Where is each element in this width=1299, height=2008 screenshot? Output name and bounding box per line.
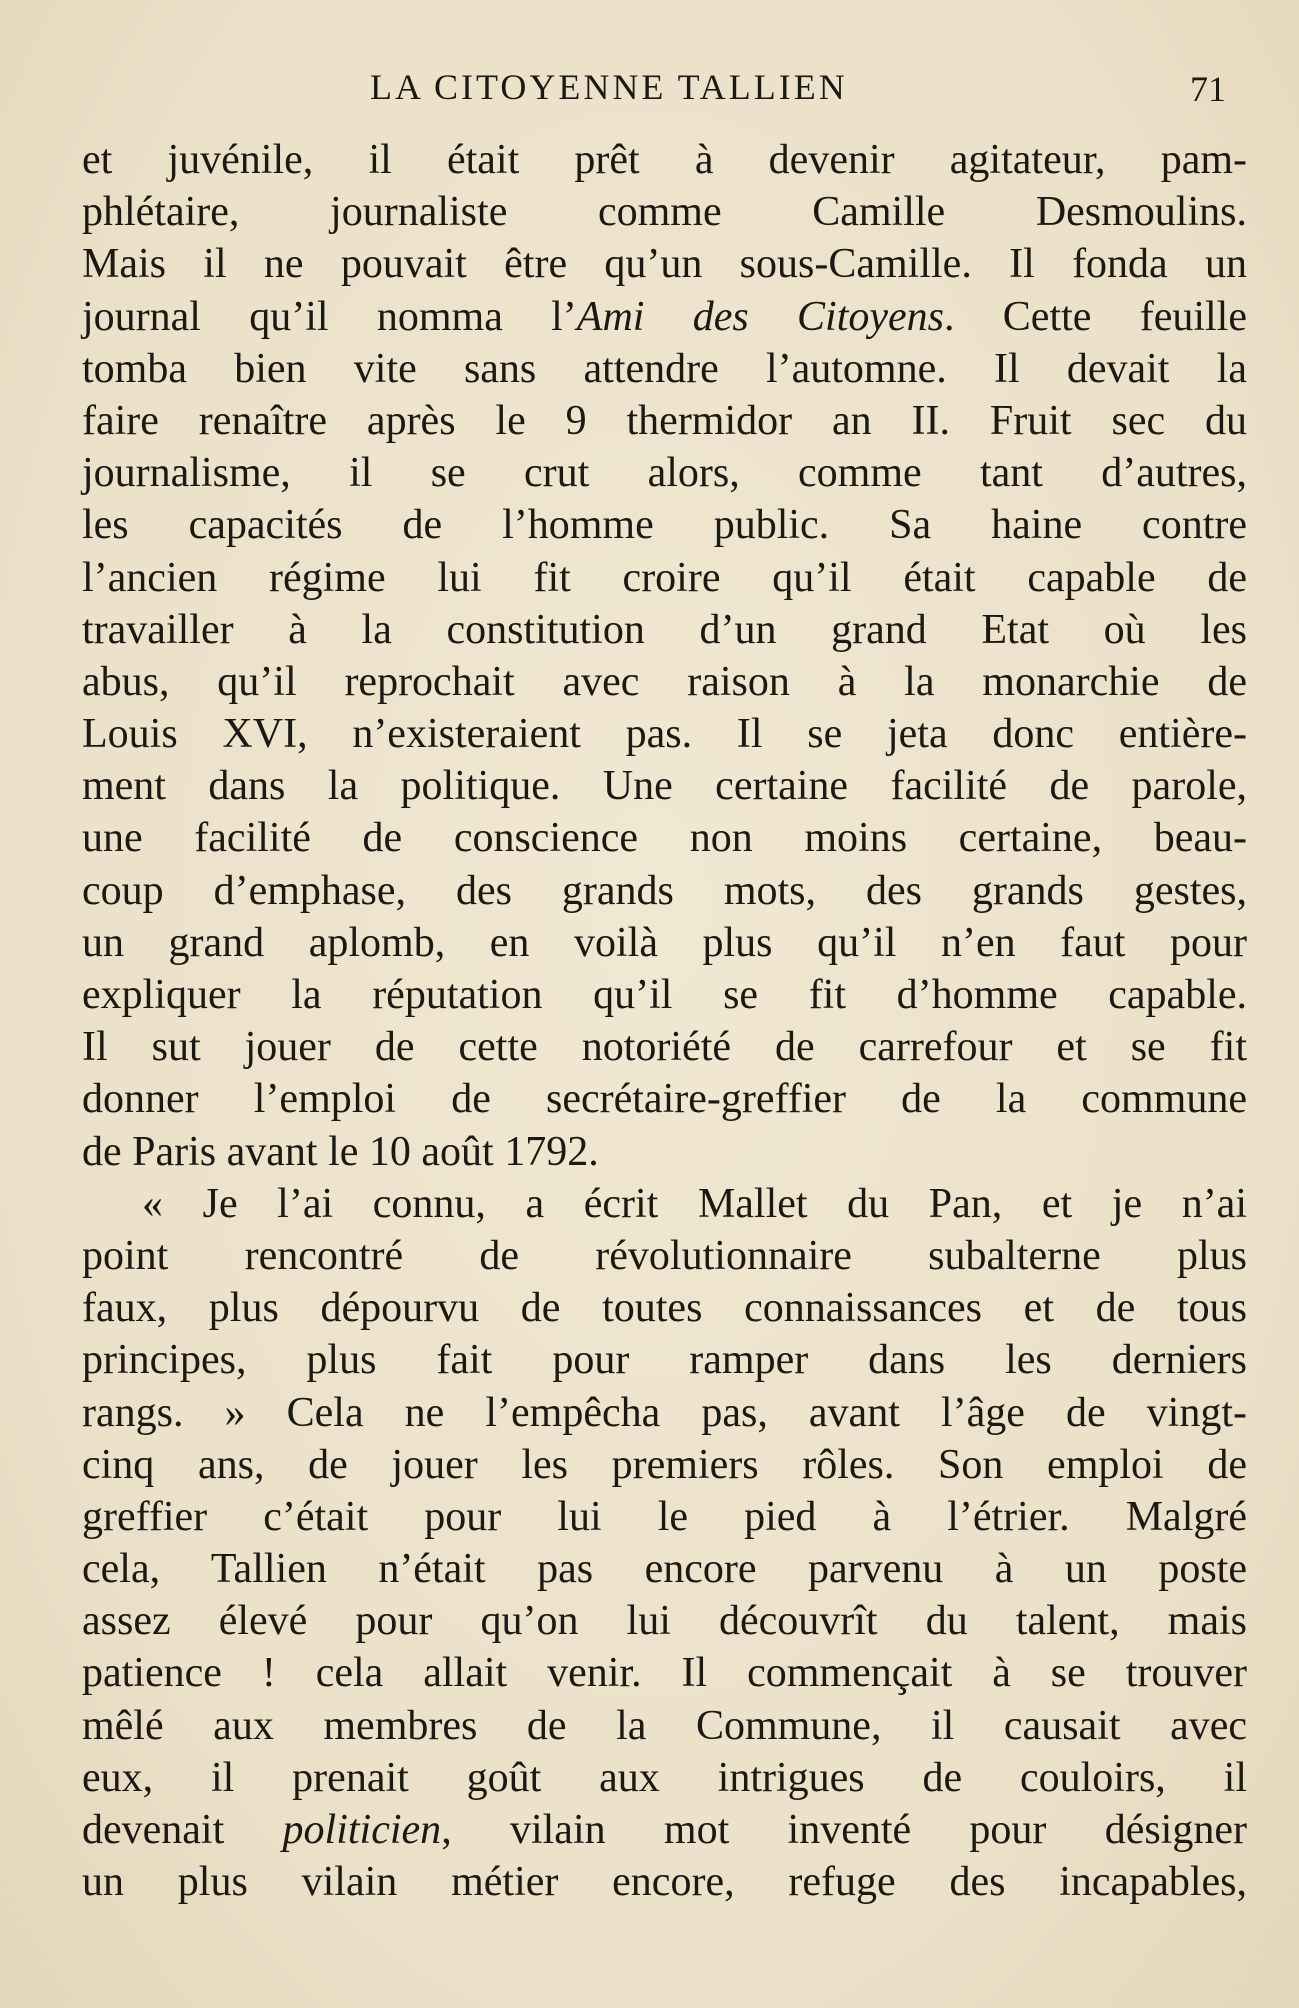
text-line: cinq ans, de jouer les premiers rôles. Son emploi de [82,1441,1247,1488]
text-line-paragraph-end: de Paris avant le 10 août 1792. [82,1128,599,1175]
text-line: principes, plus fait pour ramper dans les derniers [82,1337,1247,1384]
text-line: un plus vilain métier encore, refuge des incapables, [82,1859,1247,1906]
politicien-italic: politicien [282,1807,442,1853]
running-title: LA CITOYENNE TALLIEN [370,67,848,107]
text-line: patience ! cela allait venir. Il commençait à se trouver [82,1650,1247,1697]
text-line: phlétaire, journaliste comme Camille Desmoulins. [82,189,1247,236]
text-line: donner l’emploi de secrétaire-greffier de la commune [82,1076,1247,1123]
text-line: rangs. » Cela ne l’empêcha pas, avant l’âge de vingt- [82,1389,1247,1436]
text-line: faire renaître après le 9 thermidor an II. Fruit sec du [82,397,1247,444]
text-line: ment dans la politique. Une certaine facilité de parole, [82,763,1247,810]
text-line: les capacités de l’homme public. Sa haine contre [82,502,1247,549]
text-line: l’ancien régime lui fit croire qu’il était capable de [82,554,1247,601]
text-line: travailler à la constitution d’un grand Etat où les [82,606,1247,653]
text-line: tomba bien vite sans attendre l’automne. Il devait la [82,345,1247,392]
text-line: journalisme, il se crut alors, comme tant d’autres, [82,450,1247,497]
text-line: Il sut jouer de cette notoriété de carrefour et se fit [82,1024,1247,1071]
text-line: assez élevé pour qu’on lui découvrît du talent, mais [82,1598,1247,1645]
text-run: journal qu’il nomma l’ [82,293,577,340]
text-line: eux, il prenait goût aux intrigues de couloirs, il [82,1754,1247,1801]
text-line-paragraph-start: « Je l’ai connu, a écrit Mallet du Pan, et je n’ai [142,1180,1247,1227]
journal-title-italic: Ami des Citoyens [576,293,944,340]
text-run: . Cette feuille [944,293,1247,340]
running-head [0,62,1299,112]
text-line [82,291,1247,343]
text-run: devenait [82,1807,283,1853]
text-line: greffier c’était pour lui le pied à l’étrier. Malgré [82,1493,1247,1540]
text-line: expliquer la réputation qu’il se fit d’homme capable. [82,972,1247,1018]
text-line: cela, Tallien n’était pas encore parvenu à un poste [82,1546,1247,1593]
text-line: mêlé aux membres de la Commune, il causait avec [82,1702,1247,1749]
text-line: faux, plus dépourvu de toutes connaissances et de tous [82,1285,1247,1332]
text-line [82,1804,1247,1856]
text-line: et juvénile, il était prêt à devenir agitateur, pam- [82,137,1247,183]
text-line: point rencontré de révolutionnaire subalterne plus [82,1232,1247,1279]
text-line: une facilité de conscience non moins certaine, beau- [82,815,1247,862]
body-text [82,134,1247,1908]
text-run: , vilain mot inventé pour désigner [441,1807,1247,1853]
page-number: 71 [1190,69,1226,109]
text-line: Mais il ne pouvait être qu’un sous-Camille. Il fonda un [82,241,1247,288]
text-line: un grand aplomb, en voilà plus qu’il n’en faut pour [82,919,1247,966]
text-line: Louis XVI, n’existeraient pas. Il se jeta donc entière- [82,711,1247,758]
text-line: coup d’emphase, des grands mots, des grands gestes, [82,867,1247,914]
text-line: abus, qu’il reprochait avec raison à la monarchie de [82,658,1247,705]
